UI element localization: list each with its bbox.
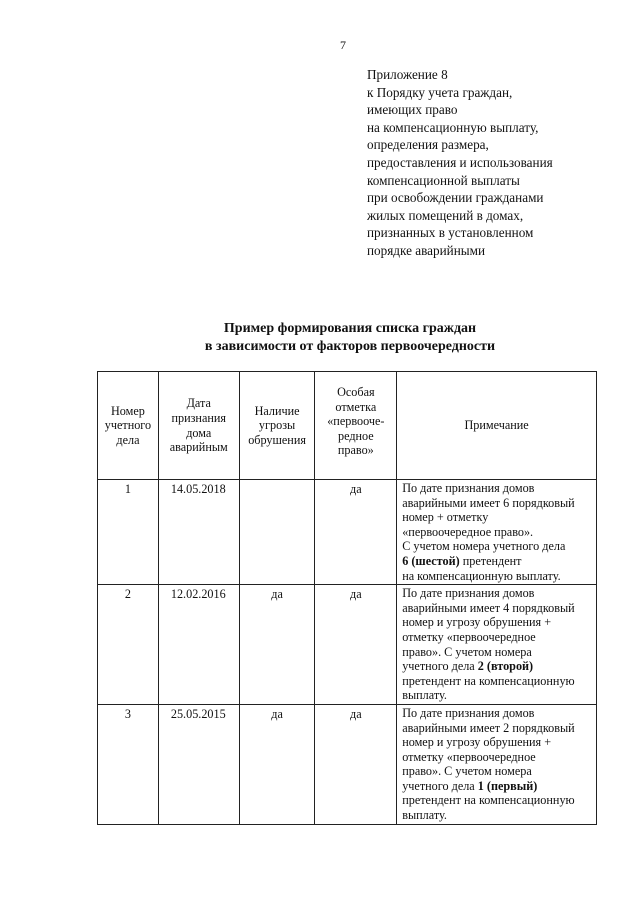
header-text: «первооче- bbox=[327, 414, 385, 429]
cell-recognition-date: 12.02.2016 bbox=[158, 585, 239, 705]
cell-case-number: 1 bbox=[98, 480, 159, 585]
table-row bbox=[98, 704, 597, 824]
header-text: учетного bbox=[104, 418, 152, 433]
note-line: претендент на компенсационную bbox=[402, 793, 575, 808]
header-text: Номер bbox=[110, 403, 145, 418]
cell-priority-mark: да bbox=[315, 585, 397, 705]
cell-case-number: 3 bbox=[98, 704, 159, 824]
note-line: По дате признания домов bbox=[402, 586, 535, 601]
note-line: По дате признания домов bbox=[402, 705, 535, 720]
appendix-line: при освобождении гражданами bbox=[367, 190, 544, 206]
header-case-number bbox=[98, 372, 159, 480]
note-bold: 6 (шестой) bbox=[402, 553, 460, 568]
note-line: претендент на компенсационную bbox=[402, 673, 575, 688]
appendix-line: компенсационной выплаты bbox=[367, 172, 520, 188]
header-note bbox=[397, 372, 597, 480]
note-line: отметку «первоочередное bbox=[402, 629, 536, 644]
appendix-line: Приложение 8 bbox=[367, 67, 448, 82]
cell-priority-mark: да bbox=[315, 704, 397, 824]
note-line: аварийными имеет 6 порядковый bbox=[402, 495, 575, 510]
note-line: номер и угрозу обрушения + bbox=[402, 615, 552, 630]
note-text: учетного дела bbox=[402, 659, 478, 674]
page-number: 7 bbox=[340, 38, 346, 52]
header-recognition-date bbox=[158, 372, 239, 480]
note-line bbox=[402, 659, 593, 674]
title-line-1: Пример формирования списка граждан bbox=[223, 321, 477, 336]
table-header-row bbox=[98, 372, 597, 480]
note-line: право». С учетом номера bbox=[402, 764, 532, 779]
note-line: на компенсационную выплату. bbox=[402, 568, 561, 583]
cell-collapse-threat: да bbox=[239, 585, 315, 705]
note-bold: 1 (первый) bbox=[477, 778, 538, 793]
cell-note bbox=[397, 480, 597, 585]
priority-list-table bbox=[97, 371, 597, 825]
header-text: признания bbox=[171, 410, 227, 425]
header-text: Примечание bbox=[464, 418, 529, 433]
note-bold: 2 (второй) bbox=[477, 659, 534, 674]
note-line: С учетом номера учетного дела bbox=[402, 539, 566, 554]
note-line bbox=[402, 554, 593, 569]
header-text: Наличие bbox=[254, 403, 300, 418]
header-text: Дата bbox=[186, 396, 211, 411]
header-text: обрушения bbox=[248, 432, 306, 447]
cell-case-number: 2 bbox=[98, 585, 159, 705]
cell-priority-mark: да bbox=[315, 480, 397, 585]
note-line: номер + отметку bbox=[402, 510, 489, 525]
header-text: аварийным bbox=[169, 440, 228, 455]
appendix-line: порядке аварийными bbox=[367, 242, 486, 258]
appendix-line: предоставления и использования bbox=[367, 154, 553, 170]
note-line bbox=[402, 779, 593, 794]
note-line: право». С учетом номера bbox=[402, 644, 532, 659]
appendix-line: имеющих право bbox=[367, 102, 458, 118]
table-row bbox=[98, 585, 597, 705]
header-priority-mark bbox=[315, 372, 397, 480]
header-collapse-threat bbox=[239, 372, 315, 480]
note-line: аварийными имеет 4 порядковый bbox=[402, 600, 575, 615]
appendix-line: определения размера, bbox=[367, 137, 489, 153]
appendix-line: признанных в установленном bbox=[367, 225, 534, 241]
header-text: дома bbox=[186, 425, 212, 440]
cell-note bbox=[397, 585, 597, 705]
header-text: редное bbox=[337, 428, 374, 443]
note-line: выплату. bbox=[402, 688, 447, 703]
title-line-2: в зависимости от факторов первоочередности bbox=[204, 339, 496, 354]
note-line: По дате признания домов bbox=[402, 481, 535, 495]
document-title bbox=[0, 320, 640, 356]
cell-note bbox=[397, 704, 597, 824]
appendix-line: жилых помещений в домах, bbox=[367, 207, 524, 223]
note-line: номер и угрозу обрушения + bbox=[402, 735, 552, 750]
header-text: угрозы bbox=[258, 418, 296, 433]
cell-collapse-threat bbox=[239, 480, 315, 585]
cell-collapse-threat: да bbox=[239, 704, 315, 824]
cell-recognition-date: 14.05.2018 bbox=[158, 480, 239, 585]
header-text: право» bbox=[337, 443, 374, 458]
note-line: аварийными имеет 2 порядковый bbox=[402, 720, 575, 735]
appendix-line: на компенсационную выплату, bbox=[367, 119, 539, 135]
cell-recognition-date: 25.05.2015 bbox=[158, 704, 239, 824]
note-line: отметку «первоочередное bbox=[402, 749, 536, 764]
note-line: «первоочередное право». bbox=[402, 524, 534, 539]
appendix-line: к Порядку учета граждан, bbox=[367, 84, 513, 100]
header-text: дела bbox=[116, 432, 140, 447]
note-text: претендент bbox=[459, 553, 522, 568]
note-line: выплату. bbox=[402, 808, 447, 823]
header-text: Особая bbox=[337, 385, 375, 400]
table-row bbox=[98, 480, 597, 585]
appendix-header bbox=[367, 66, 617, 260]
header-text: отметка bbox=[335, 399, 377, 414]
note-text: учетного дела bbox=[402, 778, 478, 793]
